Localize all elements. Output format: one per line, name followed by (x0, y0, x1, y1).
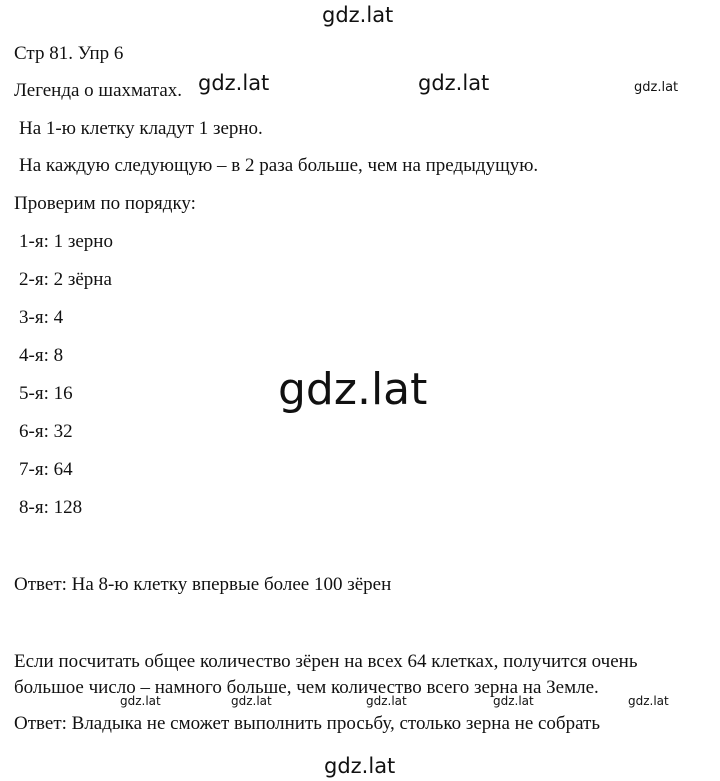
list-item-cell-4: 4-я: 8 (19, 345, 64, 366)
watermark-row-2: gdz.lat (231, 694, 272, 708)
answer-first: Ответ: На 8-ю клетку впервые более 100 зёрен (14, 574, 392, 595)
watermark-legend-1: gdz.lat (198, 71, 270, 95)
watermark-bottom: gdz.lat (324, 754, 396, 778)
watermark-row-5: gdz.lat (628, 694, 669, 708)
paragraph-line-1: Если посчитать общее количество зёрен на всех 64 клетках, получится очень (14, 651, 638, 672)
watermark-legend-3: gdz.lat (634, 80, 679, 95)
watermark-top: gdz.lat (322, 3, 394, 27)
legend-title: Легенда о шахматах. (14, 80, 183, 101)
list-item-cell-1: 1-я: 1 зерно (19, 231, 113, 252)
list-item-cell-8: 8-я: 128 (19, 497, 83, 518)
list-item-cell-6: 6-я: 32 (19, 421, 73, 442)
rule-first-cell: На 1-ю клетку кладут 1 зерно. (19, 118, 263, 139)
watermark-row-4: gdz.lat (493, 694, 534, 708)
list-item-cell-7: 7-я: 64 (19, 459, 73, 480)
list-item-cell-5: 5-я: 16 (19, 383, 73, 404)
paragraph-line-2: большое число – намного больше, чем количество всего зерна на Земле. (14, 677, 599, 698)
watermark-legend-2: gdz.lat (418, 71, 490, 95)
watermark-center: gdz.lat (278, 364, 428, 415)
rule-next-cells: На каждую следующую – в 2 раза больше, чем на предыдущую. (19, 155, 539, 176)
watermark-row-1: gdz.lat (120, 694, 161, 708)
list-item-cell-2: 2-я: 2 зёрна (19, 269, 112, 290)
watermark-row-3: gdz.lat (366, 694, 407, 708)
list-item-cell-3: 3-я: 4 (19, 307, 64, 328)
page-title: Стр 81. Упр 6 (14, 43, 124, 64)
check-heading: Проверим по порядку: (14, 193, 196, 214)
answer-second: Ответ: Владыка не сможет выполнить просьбу, столько зерна не собрать (14, 713, 601, 734)
